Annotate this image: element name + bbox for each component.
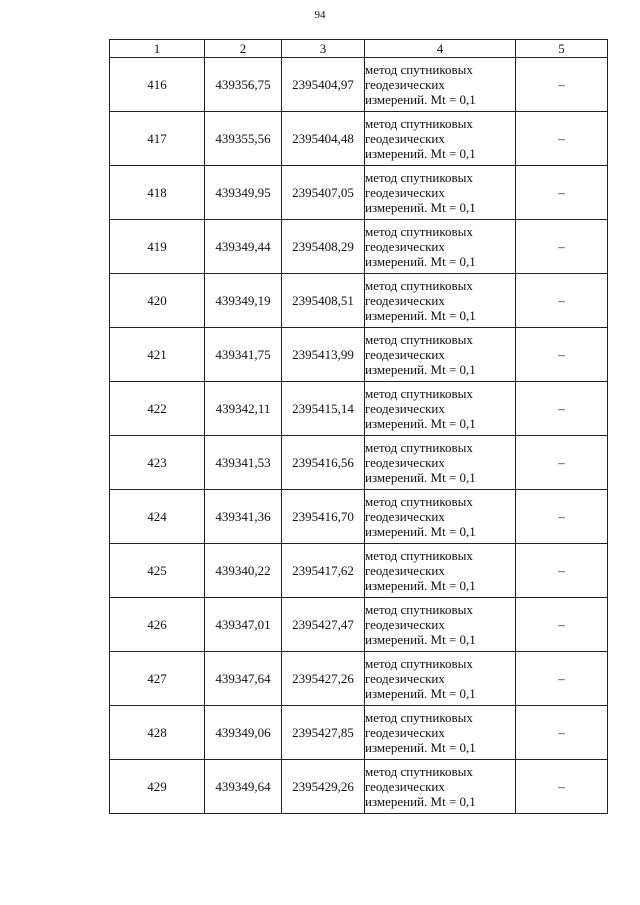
point-number-cell: 427	[110, 652, 205, 706]
y-coordinate-cell: 2395427,26	[282, 652, 365, 706]
note-cell: –	[516, 274, 608, 328]
method-line: измерений. Mt = 0,1	[365, 524, 476, 539]
method-line: геодезических	[365, 563, 445, 578]
method-cell	[365, 544, 516, 598]
x-coordinate-cell: 439349,19	[205, 274, 282, 328]
method-cell	[365, 706, 516, 760]
method-line: измерений. Mt = 0,1	[365, 470, 476, 485]
y-coordinate-cell: 2395427,85	[282, 706, 365, 760]
x-coordinate-cell: 439355,56	[205, 112, 282, 166]
table-row	[110, 382, 608, 436]
method-line: метод спутниковых	[365, 494, 473, 509]
page-number: 94	[314, 9, 326, 21]
y-coordinate-cell: 2395413,99	[282, 328, 365, 382]
point-number-cell: 425	[110, 544, 205, 598]
column-header-5: 5	[516, 40, 608, 58]
x-coordinate-cell: 439349,44	[205, 220, 282, 274]
note-cell: –	[516, 328, 608, 382]
method-line: геодезических	[365, 77, 445, 92]
method-line: геодезических	[365, 455, 445, 470]
table-row	[110, 58, 608, 112]
table-row	[110, 598, 608, 652]
method-cell	[365, 436, 516, 490]
note-cell: –	[516, 544, 608, 598]
method-line: геодезических	[365, 293, 445, 308]
y-coordinate-cell: 2395427,47	[282, 598, 365, 652]
point-number-cell: 419	[110, 220, 205, 274]
y-coordinate-cell: 2395416,56	[282, 436, 365, 490]
method-line: геодезических	[365, 779, 445, 794]
x-coordinate-cell: 439342,11	[205, 382, 282, 436]
method-line: геодезических	[365, 239, 445, 254]
column-header-3: 3	[282, 40, 365, 58]
table-row	[110, 706, 608, 760]
table-header	[110, 40, 608, 58]
column-header-4: 4	[365, 40, 516, 58]
y-coordinate-cell: 2395408,29	[282, 220, 365, 274]
column-header-2: 2	[205, 40, 282, 58]
y-coordinate-cell: 2395429,26	[282, 760, 365, 814]
method-line: измерений. Mt = 0,1	[365, 632, 476, 647]
table-row	[110, 220, 608, 274]
point-number-cell: 422	[110, 382, 205, 436]
method-line: метод спутниковых	[365, 332, 473, 347]
table-row	[110, 112, 608, 166]
method-line: метод спутниковых	[365, 62, 473, 77]
table-row	[110, 544, 608, 598]
point-number-cell: 428	[110, 706, 205, 760]
note-cell: –	[516, 760, 608, 814]
point-number-cell: 416	[110, 58, 205, 112]
point-number-cell: 421	[110, 328, 205, 382]
method-line: геодезических	[365, 509, 445, 524]
method-line: измерений. Mt = 0,1	[365, 794, 476, 809]
table-row	[110, 652, 608, 706]
method-line: метод спутниковых	[365, 656, 473, 671]
y-coordinate-cell: 2395404,97	[282, 58, 365, 112]
method-line: измерений. Mt = 0,1	[365, 362, 476, 377]
method-line: геодезических	[365, 617, 445, 632]
method-cell	[365, 274, 516, 328]
method-cell	[365, 652, 516, 706]
method-line: метод спутниковых	[365, 602, 473, 617]
point-number-cell: 418	[110, 166, 205, 220]
y-coordinate-cell: 2395415,14	[282, 382, 365, 436]
method-line: геодезических	[365, 131, 445, 146]
method-line: метод спутниковых	[365, 278, 473, 293]
note-cell: –	[516, 436, 608, 490]
note-cell: –	[516, 112, 608, 166]
method-line: метод спутниковых	[365, 710, 473, 725]
x-coordinate-cell: 439347,01	[205, 598, 282, 652]
point-number-cell: 424	[110, 490, 205, 544]
method-cell	[365, 112, 516, 166]
method-line: метод спутниковых	[365, 548, 473, 563]
method-line: измерений. Mt = 0,1	[365, 308, 476, 323]
y-coordinate-cell: 2395417,62	[282, 544, 365, 598]
x-coordinate-cell: 439349,95	[205, 166, 282, 220]
method-line: геодезических	[365, 671, 445, 686]
table-row	[110, 328, 608, 382]
note-cell: –	[516, 706, 608, 760]
method-line: измерений. Mt = 0,1	[365, 254, 476, 269]
note-cell: –	[516, 652, 608, 706]
y-coordinate-cell: 2395407,05	[282, 166, 365, 220]
method-line: геодезических	[365, 725, 445, 740]
note-cell: –	[516, 220, 608, 274]
table-row	[110, 760, 608, 814]
table-row	[110, 274, 608, 328]
point-number-cell: 426	[110, 598, 205, 652]
method-line: геодезических	[365, 185, 445, 200]
table-row	[110, 436, 608, 490]
point-number-cell: 423	[110, 436, 205, 490]
method-line: метод спутниковых	[365, 440, 473, 455]
method-cell	[365, 760, 516, 814]
table-row	[110, 490, 608, 544]
method-cell	[365, 166, 516, 220]
x-coordinate-cell: 439349,64	[205, 760, 282, 814]
method-cell	[365, 490, 516, 544]
method-line: измерений. Mt = 0,1	[365, 578, 476, 593]
method-line: метод спутниковых	[365, 386, 473, 401]
x-coordinate-cell: 439356,75	[205, 58, 282, 112]
method-line: геодезических	[365, 401, 445, 416]
method-line: метод спутниковых	[365, 170, 473, 185]
header-row	[110, 40, 608, 58]
point-number-cell: 429	[110, 760, 205, 814]
method-cell	[365, 598, 516, 652]
point-number-cell: 420	[110, 274, 205, 328]
method-line: измерений. Mt = 0,1	[365, 92, 476, 107]
x-coordinate-cell: 439341,53	[205, 436, 282, 490]
method-line: метод спутниковых	[365, 764, 473, 779]
note-cell: –	[516, 382, 608, 436]
method-line: измерений. Mt = 0,1	[365, 686, 476, 701]
method-line: метод спутниковых	[365, 116, 473, 131]
note-cell: –	[516, 166, 608, 220]
method-line: метод спутниковых	[365, 224, 473, 239]
note-cell: –	[516, 58, 608, 112]
note-cell: –	[516, 490, 608, 544]
method-line: измерений. Mt = 0,1	[365, 740, 476, 755]
x-coordinate-cell: 439341,75	[205, 328, 282, 382]
x-coordinate-cell: 439347,64	[205, 652, 282, 706]
x-coordinate-cell: 439341,36	[205, 490, 282, 544]
note-cell: –	[516, 598, 608, 652]
y-coordinate-cell: 2395408,51	[282, 274, 365, 328]
table-row	[110, 166, 608, 220]
method-cell	[365, 328, 516, 382]
method-line: измерений. Mt = 0,1	[365, 200, 476, 215]
y-coordinate-cell: 2395416,70	[282, 490, 365, 544]
method-line: измерений. Mt = 0,1	[365, 416, 476, 431]
x-coordinate-cell: 439349,06	[205, 706, 282, 760]
method-cell	[365, 382, 516, 436]
method-line: геодезических	[365, 347, 445, 362]
table-body	[110, 58, 608, 814]
coordinates-table	[109, 39, 608, 814]
y-coordinate-cell: 2395404,48	[282, 112, 365, 166]
method-cell	[365, 220, 516, 274]
method-cell	[365, 58, 516, 112]
point-number-cell: 417	[110, 112, 205, 166]
x-coordinate-cell: 439340,22	[205, 544, 282, 598]
method-line: измерений. Mt = 0,1	[365, 146, 476, 161]
column-header-1: 1	[110, 40, 205, 58]
